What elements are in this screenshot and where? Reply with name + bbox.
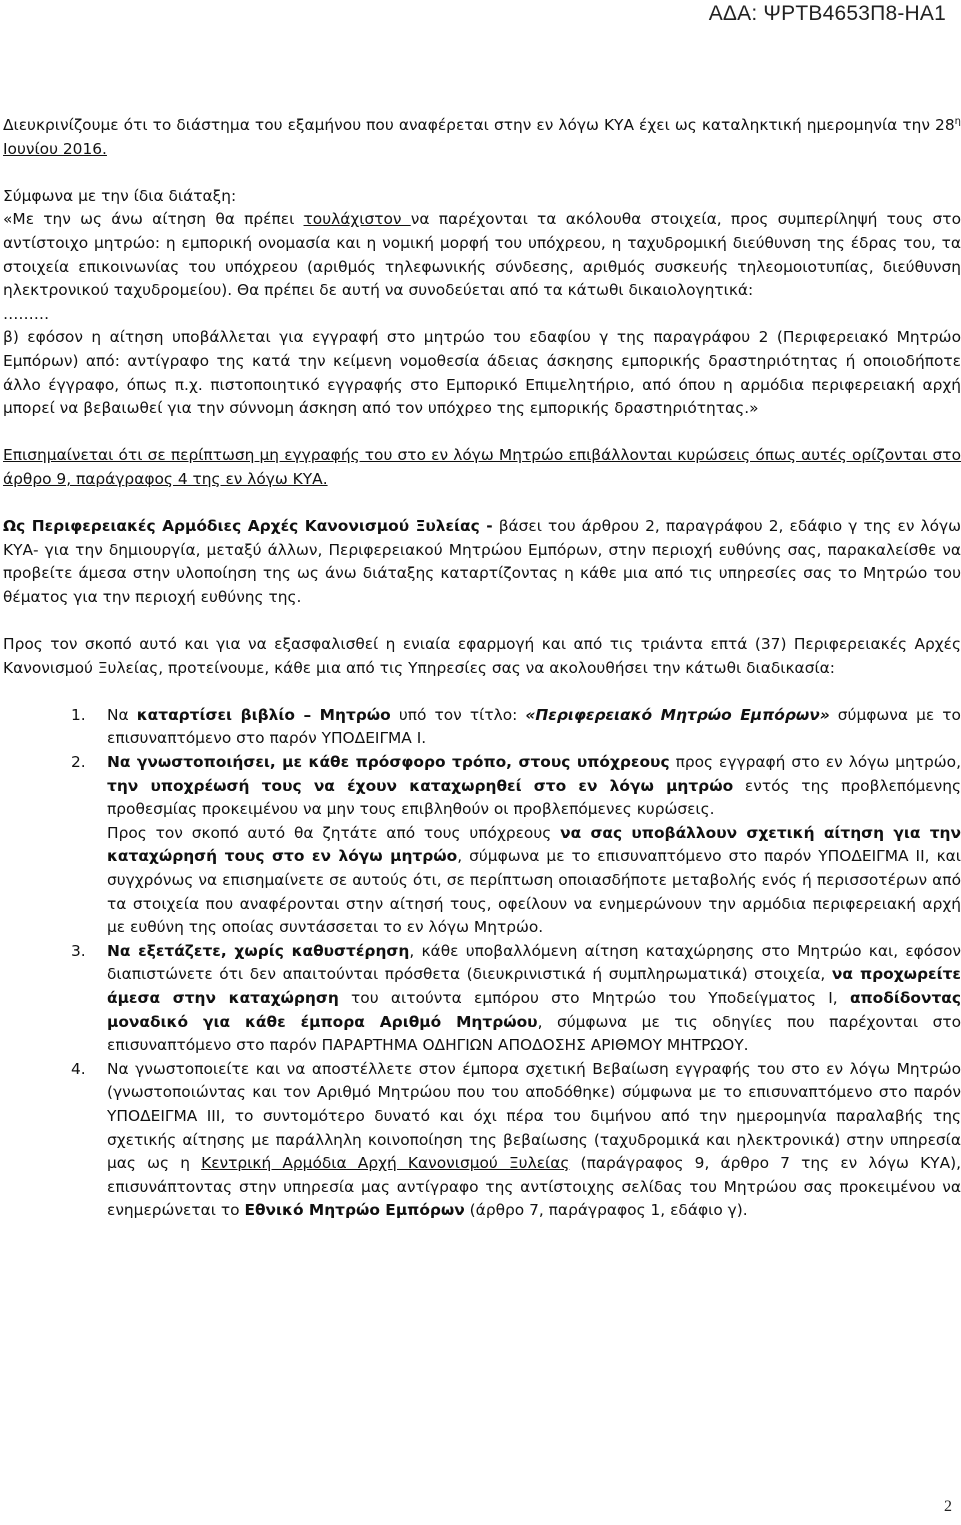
text-span: «Με την ως άνω αίτηση θα πρέπει [3, 210, 304, 229]
text-span: βάσει του άρθρου 2, παραγράφου 2, εδάφιο γ της εν λόγω ΚΥΑ- για την δημιουργία, μεταξύ άλλων, Περιφερειακού Μητρώου Εμπόρων, στην περιοχή ευθύνης σας, παρακαλείσθε να προβείτε άμεσα στην υλοποίηση της ως άνω διάταξης καταρτίζοντας η κάθε μια από τις υπηρεσίες σας το Μητρώο του θέματος για την περιοχή ευθύνης της. [3, 517, 961, 606]
paragraph-penalties: Επισημαίνεται ότι σε περίπτωση μη εγγραφής του στο εν λόγω Μητρώο επιβάλλονται κυρώσεις όπως αυτές ορίζονται στο άρθρο 9, παράγραφος 4 της εν λόγω ΚΥΑ. [3, 446, 961, 488]
text-span: του αιτούντα εμπόρου στο Μητρώο του Υποδείγματος Ι, [338, 988, 850, 1007]
bold-span: καταρτίσει βιβλίο – Μητρώο [136, 705, 391, 724]
spacer [3, 609, 961, 633]
bold-span: Να εξετάζετε, χωρίς καθυστέρηση [107, 941, 410, 960]
spacer [3, 492, 961, 516]
list-number: 1. [71, 705, 86, 724]
procedure-list [3, 704, 961, 1223]
list-item [3, 751, 961, 940]
bold-span: την υποχρέωσή τους να έχουν καταχωρηθεί στο εν λόγω μητρώο [107, 776, 734, 795]
bold-span: να σας υποβάλλουν σχετική αίτηση για την καταχώρησή τους στο εν λόγω μητρώο [107, 823, 961, 866]
paragraph-ellipsis: ……… [3, 304, 50, 323]
spacer [3, 161, 961, 185]
paragraph-procedure: Προς τον σκοπό αυτό και για να εξασφαλισθεί η ενιαία εφαρμογή και από τις τριάντα επτά (37) Περιφερειακές Αρχές Κανονισμού Ξυλείας, προτείνουμε, κάθε μια από τις Υπηρεσίες σας να ακολουθήσει την κάτωθι διαδικασία: [3, 635, 961, 677]
underlined-span: Κεντρική Αρμόδια Αρχή Κανονισμού Ξυλείας [201, 1154, 570, 1173]
paragraph-deadline [3, 114, 961, 161]
text-span: προς εγγραφή στο εν λόγω μητρώο, [669, 753, 961, 772]
list-number: 4. [71, 1059, 86, 1078]
text-span: υπό τον τίτλο: [390, 705, 526, 724]
bold-span: Εθνικό Μητρώο Εμπόρων [244, 1201, 465, 1220]
list-number: 2. [71, 753, 86, 772]
paragraph-intro: Σύμφωνα με την ίδια διάταξη: [3, 186, 237, 205]
bold-span: Ως Περιφερειακές Αρμόδιες Αρχές Κανονισμού Ξυλείας - [3, 517, 493, 536]
list-item [3, 704, 961, 751]
paragraph-item-b: β) εφόσον η αίτηση υποβάλλεται για εγγραφή στο μητρώο του εδαφίου γ της παραγράφου 2 (Περιφερειακό Μητρώο Εμπόρων) από: αντίγραφο της κατά την κείμενη νομοθεσία άδειας άσκησης εμπορικής δραστηριότητας ή οποιοδήποτε άλλο έγγραφο, όπως π.χ. πιστοποιητικό εγγραφής στο Εμπορικό Επιμελητήριο, από όπου η αρμόδια περιφερειακή αρχή μπορεί να βεβαιωθεί για την σύννομη άσκηση από τον υπόχρεο της εμπορικής δραστηριότητας.» [3, 328, 961, 418]
text-span: σύμφωνα με το επισυναπτόμενο στο παρόν ΥΠΟΔΕΙΓΜΑ Ι. [107, 705, 961, 748]
spacer [3, 680, 961, 704]
spacer [3, 421, 961, 445]
bold-span: να προχωρείτε άμεσα στην καταχώρηση [107, 965, 961, 1007]
bold-italic-span: «Περιφερειακό Μητρώο Εμπόρων» [525, 705, 830, 724]
text-span: να παρέχονται τα ακόλουθα στοιχεία, προς συμπερίληψή τους στο αντίστοιχο μητρώο: η εμπορική ονομασία και η νομική μορφή του υπόχρεου, η ταχυδρομική διεύθυνση της έδρας του, τα στοιχεία επικοινωνίας του υπόχρεου (αριθμός τηλεφωνικής σύνδεσης, αριθμός συσκευής τηλεομοιοτυπίας, διεύθυνση ηλεκτρονικού ταχυδρομείου). Θα πρέπει δε αυτή να συνοδεύεται από τα κάτωθι δικαιολογητικά: [3, 210, 961, 300]
text-span: (παράγραφος 9, άρθρο 7 της εν λόγω ΚΥΑ), επισυνάπτοντας στην υπηρεσία μας αντίγραφο της αντίστοιχης σελίδας του Μητρώου σας προκειμένου να ενημερώνεται το [107, 1154, 961, 1220]
paragraph-authorities [3, 515, 961, 609]
text-span: , σύμφωνα με τις οδηγίες που παρέχονται στο επισυναπτόμενο στο παρόν ΠΑΡΑΡΤΗΜΑ ΟΔΗΓΙΩΝ ΑΠΟΔΟΣΗΣ ΑΡΙΘΜΟΥ ΜΗΤΡΩΟΥ. [107, 1012, 961, 1055]
document-body [0, 114, 961, 1223]
text-span: εντός της προβλεπόμενης προθεσμίας προκειμένου να μην τους επιβληθούν οι προβλεπόμενες κυρώσεις. [107, 776, 961, 819]
text-span: Να γνωστοποιείτε και να αποστέλλετε στον έμπορα σχετική Βεβαίωση εγγραφής του στο εν λόγω Μητρώο (γνωστοποιώντας και τον Αριθμό Μητρώου που του αποδόθηκε) σύμφωνα με το επισυναπτόμενο στο παρόν ΥΠΟΔΕΙΓΜΑ ΙΙΙ, το συντομότερο δυνατό και όχι πέρα του διμήνου από την ημερομηνία παραλαβής της σχετικής αίτησης με παράλληλη κοινοποίηση της βεβαίωσης (ταχυδρομικά και ηλεκτρονικά) στην υπηρεσία μας ως η [107, 1059, 961, 1173]
ada-identifier: ΑΔΑ: ΨΡΤΒ4653Π8-ΗΑ1 [708, 2, 946, 25]
page-number: 2 [944, 1498, 952, 1515]
bold-span: αποδίδοντας μοναδικό για κάθε έμπορα Αριθμό Μητρώου [107, 988, 961, 1031]
text-span: , σύμφωνα με το επισυναπτόμενο στο παρόν ΥΠΟΔΕΙΓΜΑ ΙΙ, και συγχρόνως να επισημαίνετε σε αυτούς ότι, σε περίπτωση οποιασδήποτε μεταβολής ενός ή περισσοτέρων από τα στοιχεία που αναφέρονται στην αίτησή τους, οφείλουν να ενημερώνουν την αρμόδια περιφερειακή αρχή με ευθύνη της οποίας συντάσσεται το εν λόγω Μητρώο. [107, 847, 961, 937]
text-span: , κάθε υποβαλλόμενη αίτηση καταχώρησης στο Μητρώο και, εφόσον διαπιστώνετε ότι δεν απαιτούνται πρόσθετα (διευκρινιστικά ή συμπληρωματικά) στοιχεία, [107, 941, 961, 984]
text-span: Να [107, 705, 137, 724]
list-item [3, 940, 961, 1058]
list-item [3, 1058, 961, 1223]
text-span: (άρθρο 7, παράγραφος 1, εδάφιο γ). [464, 1201, 748, 1220]
paragraph-quote [3, 208, 961, 302]
underlined-word: τουλάχιστον [303, 210, 411, 229]
bold-span: Να γνωστοποιήσει, με κάθε πρόσφορο τρόπο, στους υπόχρεους [107, 753, 670, 772]
superscript: η [954, 115, 961, 127]
underlined-date: Ιουνίου 2016. [3, 139, 107, 158]
list-number: 3. [71, 941, 86, 960]
text-span: Προς τον σκοπό αυτό θα ζητάτε από τους υπόχρεους [107, 823, 561, 842]
text-span: Διευκρινίζουμε ότι το διάστημα του εξαμήνου που αναφέρεται στην εν λόγω ΚΥΑ έχει ως καταληκτική ημερομηνία την 28 [3, 116, 955, 134]
